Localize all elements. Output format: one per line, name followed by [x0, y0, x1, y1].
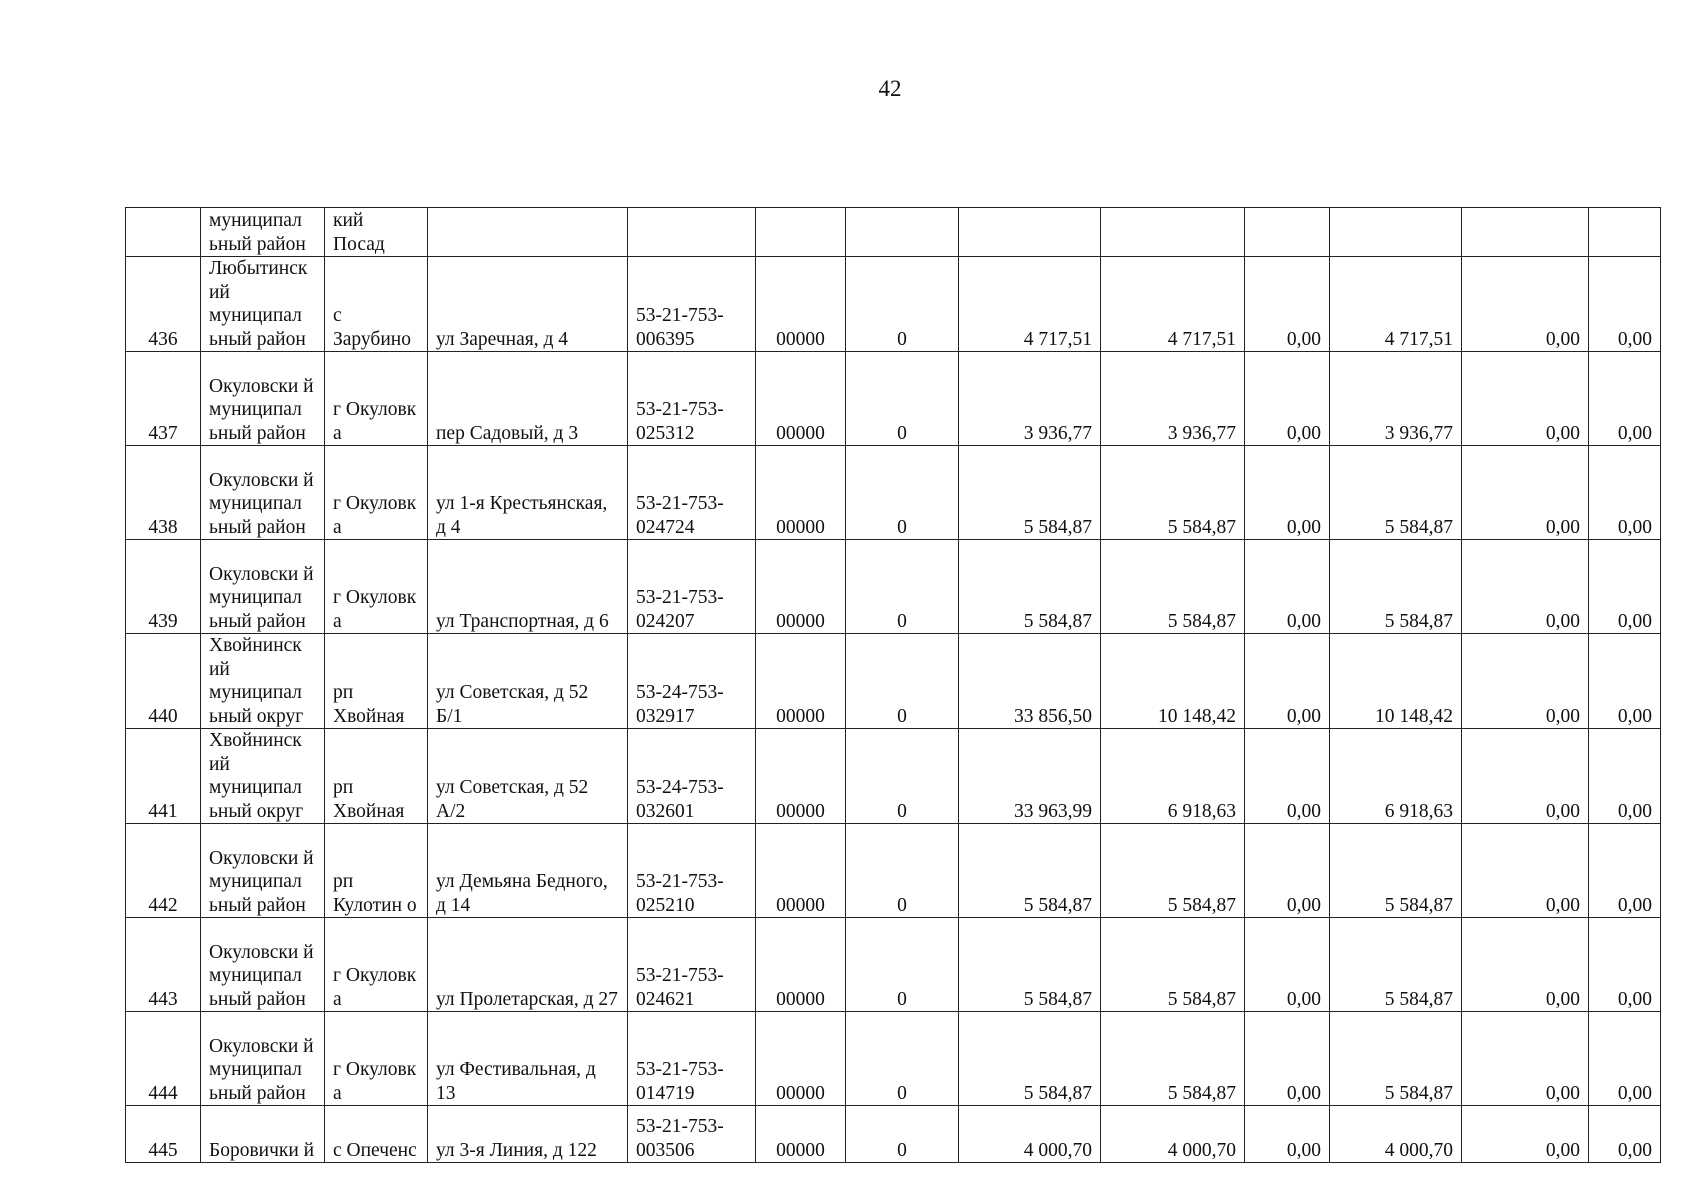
cell-number	[126, 208, 201, 257]
cell-number: 441	[126, 729, 201, 824]
cell-settlement: с Опеченс	[325, 1106, 428, 1163]
cell-amount-5: 0,00	[1462, 1012, 1589, 1106]
cell-amount-6: 0,00	[1589, 634, 1661, 729]
cell-district: муниципал ьный район	[201, 208, 325, 257]
cell-address: ул Заречная, д 4	[428, 257, 628, 352]
cell-district: Хвойнинск ий муниципал ьный округ	[201, 729, 325, 824]
cell-code: 00000	[756, 540, 846, 634]
cell-amount-2: 5 584,87	[1101, 824, 1245, 918]
cell-amount-6: 0,00	[1589, 540, 1661, 634]
registry-table	[125, 207, 1661, 1163]
cell-amount-3: 0,00	[1245, 352, 1330, 446]
cell-flag: 0	[846, 352, 959, 446]
cell-amount-3: 0,00	[1245, 540, 1330, 634]
cell-district: Хвойнинск ий муниципал ьный округ	[201, 634, 325, 729]
cell-amount-1: 5 584,87	[959, 918, 1101, 1012]
cell-amount-2	[1101, 208, 1245, 257]
cell-address: ул Советская, д 52 Б/1	[428, 634, 628, 729]
cell-district: Окуловски й муниципал ьный район	[201, 352, 325, 446]
cell-district: Окуловски й муниципал ьный район	[201, 540, 325, 634]
cell-address: пер Садовый, д 3	[428, 352, 628, 446]
cell-amount-3: 0,00	[1245, 257, 1330, 352]
cell-code: 00000	[756, 1106, 846, 1163]
cell-amount-3: 0,00	[1245, 918, 1330, 1012]
cell-code: 00000	[756, 257, 846, 352]
cell-number: 442	[126, 824, 201, 918]
cell-district: Окуловски й муниципал ьный район	[201, 446, 325, 540]
cell-amount-4: 3 936,77	[1330, 352, 1462, 446]
cell-amount-5	[1462, 208, 1589, 257]
cell-cadastral: 53-21-753- 006395	[628, 257, 756, 352]
cell-settlement: г Окуловк а	[325, 918, 428, 1012]
cell-amount-2: 6 918,63	[1101, 729, 1245, 824]
cell-amount-4: 10 148,42	[1330, 634, 1462, 729]
cell-address: ул Пролетарская, д 27	[428, 918, 628, 1012]
cell-amount-1: 5 584,87	[959, 540, 1101, 634]
cell-district: Окуловски й муниципал ьный район	[201, 1012, 325, 1106]
cell-amount-5: 0,00	[1462, 918, 1589, 1012]
cell-amount-3: 0,00	[1245, 1106, 1330, 1163]
cell-code: 00000	[756, 352, 846, 446]
cell-amount-6: 0,00	[1589, 729, 1661, 824]
table-row	[126, 634, 1661, 729]
cell-flag: 0	[846, 540, 959, 634]
cell-cadastral: 53-21-753- 024724	[628, 446, 756, 540]
cell-amount-6: 0,00	[1589, 1012, 1661, 1106]
cell-amount-2: 5 584,87	[1101, 918, 1245, 1012]
cell-flag: 0	[846, 1012, 959, 1106]
cell-amount-3: 0,00	[1245, 1012, 1330, 1106]
table-row	[126, 446, 1661, 540]
cell-code: 00000	[756, 1012, 846, 1106]
cell-cadastral: 53-24-753- 032917	[628, 634, 756, 729]
cell-amount-5: 0,00	[1462, 540, 1589, 634]
cell-flag	[846, 208, 959, 257]
cell-amount-2: 4 000,70	[1101, 1106, 1245, 1163]
cell-address: ул 3-я Линия, д 122	[428, 1106, 628, 1163]
cell-code: 00000	[756, 446, 846, 540]
cell-amount-1: 5 584,87	[959, 446, 1101, 540]
cell-flag: 0	[846, 1106, 959, 1163]
cell-amount-1: 3 936,77	[959, 352, 1101, 446]
cell-code	[756, 208, 846, 257]
cell-district: Любытинск ий муниципал ьный район	[201, 257, 325, 352]
cell-flag: 0	[846, 729, 959, 824]
cell-district: Окуловски й муниципал ьный район	[201, 824, 325, 918]
cell-cadastral: 53-24-753- 032601	[628, 729, 756, 824]
cell-address: ул Транспортная, д 6	[428, 540, 628, 634]
table-row	[126, 1012, 1661, 1106]
cell-amount-1: 5 584,87	[959, 824, 1101, 918]
cell-code: 00000	[756, 729, 846, 824]
cell-amount-2: 5 584,87	[1101, 1012, 1245, 1106]
table-row	[126, 540, 1661, 634]
cell-cadastral: 53-21-753- 025210	[628, 824, 756, 918]
cell-amount-4: 4 717,51	[1330, 257, 1462, 352]
cell-amount-5: 0,00	[1462, 729, 1589, 824]
cell-flag: 0	[846, 824, 959, 918]
cell-amount-5: 0,00	[1462, 257, 1589, 352]
table-row	[126, 1106, 1661, 1163]
cell-amount-6: 0,00	[1589, 918, 1661, 1012]
cell-settlement: с Зарубино	[325, 257, 428, 352]
cell-amount-4: 5 584,87	[1330, 1012, 1462, 1106]
cell-amount-6: 0,00	[1589, 257, 1661, 352]
cell-amount-4: 6 918,63	[1330, 729, 1462, 824]
cell-amount-6: 0,00	[1589, 824, 1661, 918]
cell-amount-2: 3 936,77	[1101, 352, 1245, 446]
cell-amount-6	[1589, 208, 1661, 257]
cell-amount-4: 5 584,87	[1330, 540, 1462, 634]
cell-number: 437	[126, 352, 201, 446]
cell-amount-1: 5 584,87	[959, 1012, 1101, 1106]
cell-address	[428, 208, 628, 257]
cell-number: 443	[126, 918, 201, 1012]
cell-number: 440	[126, 634, 201, 729]
cell-cadastral: 53-21-753- 003506	[628, 1106, 756, 1163]
cell-amount-1: 33 963,99	[959, 729, 1101, 824]
cell-amount-3: 0,00	[1245, 729, 1330, 824]
cell-amount-5: 0,00	[1462, 446, 1589, 540]
table-row-continuation	[126, 208, 1661, 257]
cell-settlement: рп Хвойная	[325, 634, 428, 729]
cell-number: 445	[126, 1106, 201, 1163]
cell-amount-3	[1245, 208, 1330, 257]
cell-amount-2: 4 717,51	[1101, 257, 1245, 352]
cell-district: Окуловски й муниципал ьный район	[201, 918, 325, 1012]
cell-settlement: г Окуловк а	[325, 352, 428, 446]
cell-amount-3: 0,00	[1245, 824, 1330, 918]
cell-address: ул Демьяна Бедного, д 14	[428, 824, 628, 918]
cell-amount-1: 4 717,51	[959, 257, 1101, 352]
cell-amount-5: 0,00	[1462, 1106, 1589, 1163]
cell-amount-4: 5 584,87	[1330, 918, 1462, 1012]
cell-cadastral: 53-21-753- 014719	[628, 1012, 756, 1106]
cell-number: 439	[126, 540, 201, 634]
cell-amount-2: 5 584,87	[1101, 540, 1245, 634]
cell-cadastral	[628, 208, 756, 257]
cell-settlement: г Окуловк а	[325, 1012, 428, 1106]
cell-amount-6: 0,00	[1589, 1106, 1661, 1163]
cell-number: 444	[126, 1012, 201, 1106]
cell-amount-6: 0,00	[1589, 352, 1661, 446]
table-row	[126, 257, 1661, 352]
table-row	[126, 824, 1661, 918]
cell-settlement: рп Кулотин о	[325, 824, 428, 918]
cell-address: ул Фестивальная, д 13	[428, 1012, 628, 1106]
cell-address: ул Советская, д 52 А/2	[428, 729, 628, 824]
cell-amount-5: 0,00	[1462, 634, 1589, 729]
cell-amount-3: 0,00	[1245, 446, 1330, 540]
cell-amount-4	[1330, 208, 1462, 257]
cell-amount-6: 0,00	[1589, 446, 1661, 540]
cell-number: 438	[126, 446, 201, 540]
cell-cadastral: 53-21-753- 025312	[628, 352, 756, 446]
cell-amount-3: 0,00	[1245, 634, 1330, 729]
cell-settlement: рп Хвойная	[325, 729, 428, 824]
cell-amount-1	[959, 208, 1101, 257]
cell-amount-2: 5 584,87	[1101, 446, 1245, 540]
cell-amount-4: 4 000,70	[1330, 1106, 1462, 1163]
cell-flag: 0	[846, 446, 959, 540]
table-row	[126, 352, 1661, 446]
page-number: 42	[878, 76, 902, 101]
cell-amount-5: 0,00	[1462, 352, 1589, 446]
cell-amount-1: 4 000,70	[959, 1106, 1101, 1163]
cell-amount-4: 5 584,87	[1330, 446, 1462, 540]
cell-amount-2: 10 148,42	[1101, 634, 1245, 729]
cell-number: 436	[126, 257, 201, 352]
cell-flag: 0	[846, 634, 959, 729]
cell-cadastral: 53-21-753- 024207	[628, 540, 756, 634]
cell-amount-5: 0,00	[1462, 824, 1589, 918]
cell-code: 00000	[756, 824, 846, 918]
cell-flag: 0	[846, 257, 959, 352]
cell-amount-4: 5 584,87	[1330, 824, 1462, 918]
cell-cadastral: 53-21-753- 024621	[628, 918, 756, 1012]
cell-settlement: кий Посад	[325, 208, 428, 257]
table-row	[126, 729, 1661, 824]
cell-district: Боровички й	[201, 1106, 325, 1163]
cell-code: 00000	[756, 918, 846, 1012]
cell-address: ул 1-я Крестьянская, д 4	[428, 446, 628, 540]
cell-settlement: г Окуловк а	[325, 540, 428, 634]
cell-flag: 0	[846, 918, 959, 1012]
table-row	[126, 918, 1661, 1012]
cell-settlement: г Окуловк а	[325, 446, 428, 540]
cell-code: 00000	[756, 634, 846, 729]
cell-amount-1: 33 856,50	[959, 634, 1101, 729]
